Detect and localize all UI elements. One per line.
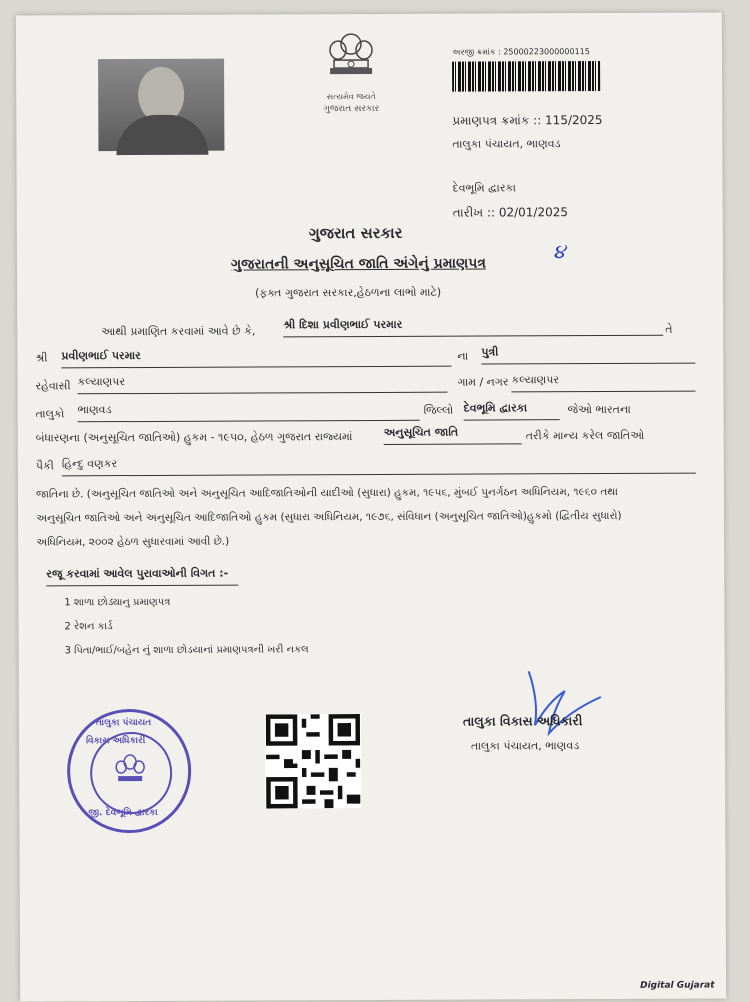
relation: પુત્રી [481,341,695,365]
district-name: દેવભૂમિ દ્વારકા [452,181,516,195]
taluka-value: ભાણવડ [78,398,420,422]
issuing-office: તાલુકા પંચાયત, ભાણવડ [452,137,561,151]
official-seal [67,709,192,834]
officer-office: તાલુકા પંચાયત, ભાણવડ [471,739,580,753]
among-label: પૈકી [35,459,54,473]
emblem-icon [316,30,386,90]
barcode [452,61,600,92]
seal-emblem-icon [112,752,148,792]
district-label: જિલ્લો [423,403,454,417]
emblem-gov: ગુજરાત સરકાર [323,103,380,115]
seal-top-text: તાલુકા પંચાયત [95,717,152,729]
caste-value: હિન્દુ વણકર [62,451,696,477]
certify-prefix: આથી પ્રમાણિત કરવામાં આવે છે કે, [101,324,256,339]
evidence-item: 2 રેશન કાર્ડ [64,621,113,633]
constitution-prefix: બંધારણના (અનુસૂચિત જાતિઓ) હુકમ - ૧૯૫૦, હેઠળ ગુજરાત રાજ્યમાં [35,430,353,445]
shri-label: શ્રી [35,351,48,365]
evidence-item: 1 શાળા છોડ્યાનુ પ્રમાણપત્ર [64,596,171,609]
qr-code [265,714,361,808]
certificate-number: પ્રમાણપત્ર ક્રમાંક :: 115/2025 [452,112,603,128]
person-name: શ્રી દિશા પ્રવીણભાઈ પરમાર [283,313,663,338]
resident-value: કલ્યાણપર [77,370,447,395]
evidence-heading: રજૂ કરવામાં આવેલ પુરાવાઓની વિગત :- [46,563,238,587]
handwritten-mark: ૪ [552,239,566,264]
government-title: ગુજરાત સરકાર [308,223,403,243]
father-name: પ્રવીણભાઈ પરમાર [61,344,451,369]
evidence-item: 3 પિતા/ભાઈ/બહેન નું શાળા છોડયાનાં પ્રમાણપત્રની ખરી નકલ [64,644,309,657]
application-number: અરજી ક્રમાંક : 25000223000000115 [451,47,590,57]
recognized-text: તરીકે માન્ય કરેલ જાતિઓ [525,428,645,443]
issue-date: તારીખ :: 02/01/2025 [452,205,569,220]
resident-label: રહેવાસી [35,379,71,393]
seal-bottom-text: જી. દેવભૂમિ દ્વારકા [88,807,158,819]
applicant-photo [98,59,224,152]
legal-para-2: અનુસૂચિત જાતિઓ અને અનુસૂચિત આદિજાતિઓ હુકમ (સુધારા અધિનિયમ, ૧૯૭૬, સંવિધાન (અનુસૂચિત જાતિઓ)હુકમો (દ્વિતીય સુધારો) [36,509,622,525]
legal-para-3: અધિનિયમ, ૨૦૦૨ હેઠળ સુધારવામાં આવી છે.) [36,535,230,549]
village-value: કલ્યાણપર [511,369,695,393]
footer-brand: Digital Gujarat [640,980,715,991]
na-label: ના [457,349,469,363]
certificate-sheet [16,12,726,1001]
emblem-motto: સત્યમેવ જયતે [326,91,376,102]
te-text: તે [665,322,673,336]
village-label: ગામ / નગર [457,375,509,389]
bharat-text: જેઓ ભારતના [567,402,631,417]
caste-category: અનુસૂચિત જાતિ [384,421,522,445]
legal-para-1: જાતિના છે. (અનુસૂચિત જાતિઓ અને અનુસૂચિત આદિજાતિઓની યાદીઓ (સુધારા) હુકમ, ૧૯૫૬, મુંબઈ પુનર્ગઠન અધિનિયમ, ૧૯૬૦ તથા [35,485,618,501]
district-value: દેવભૂમિ દ્વારકા [464,397,560,420]
certificate-title: ગુજરાતની અનુસૂચિત જાતિ અંગેનું પ્રમાણપત્ર [230,255,486,273]
seal-middle-text: વિકાસ અધિકારી [85,735,146,747]
taluka-label: તાલુકો [35,407,65,421]
certificate-subtitle: (ફક્ત ગુજરાત સરકાર,હેઠળના લાભો માટે) [255,285,442,300]
officer-title: તાલુકા વિકાસ અધિકારી [462,713,583,729]
